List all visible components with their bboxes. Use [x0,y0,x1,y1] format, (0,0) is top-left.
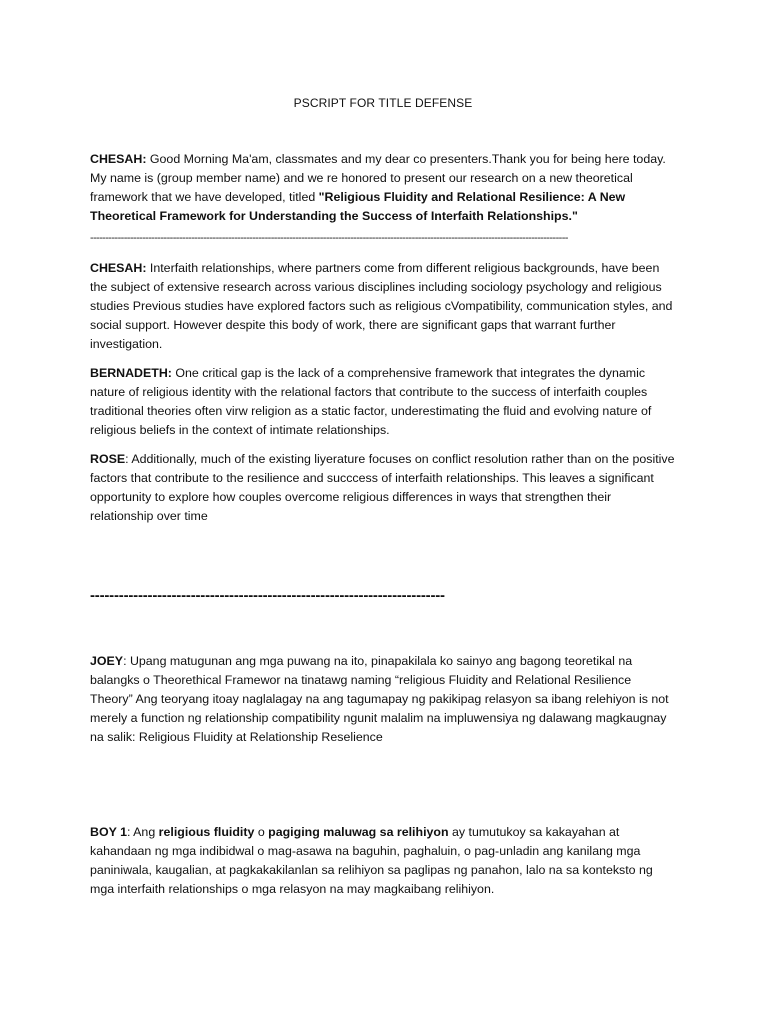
speaker-label: JOEY [90,654,124,668]
term-religious-fluidity: religious fluidity [158,825,255,839]
paragraph-text: One critical gap is the lack of a comprehensive framework that integrates the dynamic nature of religious identity with the relational factors that contribute to the success of interfaith couples traditional theories often virw religion as a static factor, underestimating the fluid and evolving nature of religious beliefs in the context of intimate relationships. [90,366,652,437]
research-title: "Religious Fluidity and Relational Resilience: A New Theoretical Framework for Understanding the Success of Interfaith Relationships." [90,190,626,223]
paragraph-chesah-background [90,259,676,354]
speaker-label: CHESAH: [90,261,147,275]
separator-line-bold: -------------------------------------------------------------------------- [90,588,445,604]
term-pagiging-maluwag: pagiging maluwag sa relihiyon [268,825,449,839]
document-title: PSCRIPT FOR TITLE DEFENSE [293,96,473,110]
paragraph-text: o [254,825,269,839]
paragraph-text: : Ang [126,825,159,839]
paragraph-text: Interfaith relationships, where partners come from different religious backgrounds, have been the subject of extensive research across various disciplines including sociology psychology and religious studies Previous studies have explored factors such as religious cVompatibility, communication styles, and social support. However despite this body of work, there are significant gaps that warrant further investigation. [90,261,673,351]
paragraph-rose [90,450,676,526]
speaker-label: CHESAH: [90,152,147,166]
paragraph-text: Good Morning Ma'am, classmates and my dear co presenters.Thank you for being here today. My name is (group member name) and we re honored to present our research on a new theoretical framework that we have developed, titled [90,152,666,204]
paragraph-text: ay tumutukoy sa kakayahan at kahandaan ng mga indibidwal o mag-asawa na baguhin, paghaluin, o pag-unladin ang kanilang mga paniniwala, kaugalian, at pagkakakilanlan sa relihiyon sa paglipas ng panahon, lalo na sa konteksto ng mga interfaith relationships o mga relasyon na may magkaibang relihiyon. [90,825,653,896]
paragraph-chesah-intro [90,150,676,226]
paragraph-text: : Upang matugunan ang mga puwang na ito, pinapakilala ko sainyo ang bagong teoretikal na balangks o Theorethical Framewor na tinatawg naming “religious Fluidity and Relational Resilience Theory” Ang teoryang itoay naglalagay na ang tagumapay ng pakikipag relasyon sa ibang relehiyon is not merely a function ng relationship compatibility ngunit malalim na impluwensiya ng dalawang magkaugnay na salik: Religious Fluidity at Relationship Reselience [90,654,669,744]
speaker-label: ROSE [90,452,126,466]
document-page [90,94,676,899]
separator-line: ------------------------------------------------------------------------------------------------------------------------------------------------------------ [90,232,568,244]
speaker-label: BOY 1 [90,825,127,839]
paragraph-boy-1 [90,823,676,899]
speaker-label: BERNADETH: [90,366,172,380]
paragraph-text: : Additionally, much of the existing liyerature focuses on conflict resolution rather than on the positive factors that contribute to the resilience and succcess of interfaith relationships. This leaves a significant opportunity to explore how couples overcome religious differences in ways that strengthen their relationship over time [90,452,675,523]
paragraph-bernadeth [90,364,676,440]
paragraph-joey [90,652,676,747]
